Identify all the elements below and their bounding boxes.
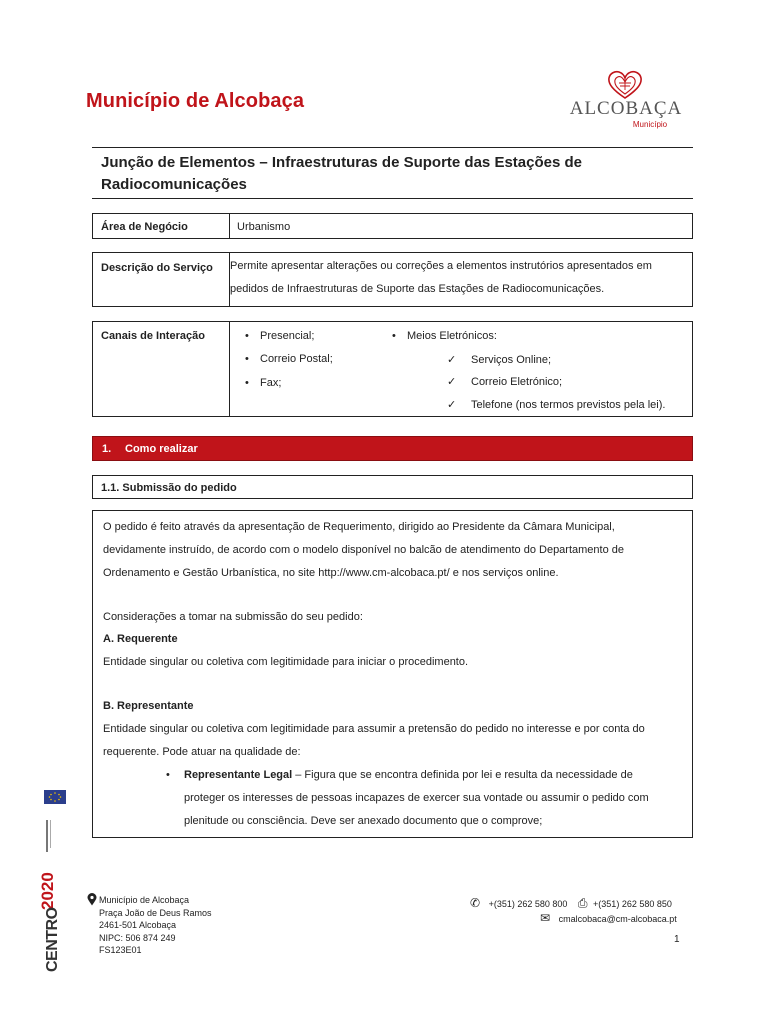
canal-correio-eletronico (447, 375, 562, 388)
subsection-submissao-row (92, 475, 693, 499)
representante-heading: B. Representante (103, 700, 194, 712)
canais-interacao-label: Canais de Interação (101, 330, 205, 342)
representante-legal-heading: Representante Legal (184, 769, 293, 781)
footer-phone: +(351) 262 580 800 (488, 899, 568, 909)
column-divider (229, 214, 230, 238)
canal-fax (245, 377, 281, 389)
centro-2020-logo: CENTRO (44, 907, 61, 972)
bullet-icon: • (166, 769, 170, 781)
checkmark-icon: ✓ (447, 376, 457, 388)
canal-servicos-online (447, 353, 551, 366)
representante-text-line1: Entidade singular ou coletiva com legitimidade para assumir a pretensão do pedido no interesse e por conta do (103, 723, 645, 735)
descricao-servico-label: Descrição do Serviço (101, 262, 213, 274)
canal-label: Correio Eletrónico; (471, 376, 563, 388)
canal-telefone (447, 398, 665, 411)
footer-email: cmalcobaca@cm-alcobaca.pt (558, 914, 677, 924)
portugal-2020-logo: 2020 (38, 872, 57, 910)
descricao-line1: Permite apresentar alterações ou correções a elementos instrutórios apresentados em (230, 260, 652, 272)
fax-icon: ⎙ (577, 896, 588, 910)
location-pin-icon (87, 893, 97, 906)
document-title-line2: Radiocomunicações (101, 176, 247, 193)
bullet-icon: • (245, 377, 249, 389)
representante-legal-text-line2: proteger os interesses de pessoas incapazes de exercer sua vontade ou assumir o pedido com (184, 792, 649, 804)
municipality-title: Município de Alcobaça (86, 90, 305, 112)
requerente-text: Entidade singular ou coletiva com legitimidade para iniciar o procedimento. (103, 656, 469, 668)
checkmark-icon: ✓ (447, 354, 457, 366)
footer-fax: +(351) 262 580 850 (593, 899, 672, 909)
bullet-icon: • (392, 330, 396, 342)
footer-nipc: NIPC: 506 874 249 (99, 932, 176, 943)
canal-label: Telefone (nos termos previstos pela lei). (471, 399, 666, 411)
body-paragraph-1-line1: O pedido é feito através da apresentação de Requerimento, dirigido ao Presidente da Câmara Municipal, (103, 521, 615, 533)
representante-legal-item (184, 764, 633, 787)
representante-legal-text-line1: – Figura que se encontra definida por lei e resulta da necessidade de (292, 769, 633, 781)
body-paragraph-2: Considerações a tomar na submissão do seu pedido: (103, 611, 363, 623)
canal-label: Correio Postal; (260, 353, 333, 365)
canal-label: Fax; (260, 377, 282, 389)
footer-email-row (540, 911, 677, 925)
area-negocio-label: Área de Negócio (101, 221, 188, 233)
logo-subtitle: Município (632, 120, 668, 129)
alcobaca-logo (566, 70, 686, 132)
descricao-line2: pedidos de Infraestruturas de Suporte das Estações de Radiocomunicações. (230, 283, 605, 295)
section-number: 1. (102, 443, 112, 455)
column-divider (229, 322, 230, 416)
footer-address (99, 894, 212, 957)
canal-presencial (245, 330, 314, 342)
email-icon: ✉ (540, 911, 551, 925)
requerente-heading: A. Requerente (103, 633, 178, 645)
document-title-line1: Junção de Elementos – Infraestruturas de Suporte das Estações de (101, 154, 582, 171)
section-heading-como-realizar (92, 436, 693, 461)
subsection-title: 1.1. Submissão do pedido (101, 482, 237, 494)
document-title (101, 152, 661, 196)
footer-address-name: Município de Alcobaça (99, 895, 190, 905)
representante-legal-text-line3: plenitude ou consciência. Deve ser anexado documento que o comprove; (184, 815, 543, 827)
bullet-icon: • (245, 353, 249, 365)
area-negocio-value: Urbanismo (237, 221, 291, 233)
phone-icon: ✆ (470, 896, 481, 910)
checkmark-icon: ✓ (447, 399, 457, 411)
footer-address-street: Praça João de Deus Ramos (99, 907, 212, 918)
page-number: 1 (674, 934, 680, 945)
body-paragraph-1-line3: Ordenamento e Gestão Urbanística, no site http://www.cm-alcobaca.pt/ e nos serviços online. (103, 567, 559, 579)
footer-contacts-row (470, 896, 672, 911)
bullet-icon: • (245, 330, 249, 342)
descricao-servico-row (92, 252, 693, 307)
funding-logos (30, 790, 70, 970)
eu-flag-icon (44, 790, 66, 804)
representante-text-line2: requerente. Pode atuar na qualidade de: (103, 746, 301, 758)
title-bottom-rule (92, 198, 693, 199)
logo-wordmark: ALCOBAÇA (569, 98, 683, 119)
descricao-servico-text (230, 255, 694, 301)
canais-interacao-row (92, 321, 693, 417)
canal-meios-eletronicos (392, 330, 497, 342)
submissao-body (92, 510, 693, 838)
canal-label: Serviços Online; (471, 354, 552, 366)
title-top-rule (92, 147, 693, 148)
canal-label: Presencial; (260, 330, 315, 342)
footer-address-city: 2461-501 Alcobaça (99, 920, 177, 930)
heart-logo-icon (607, 70, 643, 100)
body-paragraph-1-line2: devidamente instruído, de acordo com o modelo disponível no balcão de atendimento do Departamento de (103, 544, 625, 556)
section-title: Como realizar (125, 443, 198, 455)
canal-correio-postal (245, 353, 333, 365)
footer-form-code: FS123E01 (99, 945, 142, 955)
area-negocio-row (92, 213, 693, 239)
canal-label: Meios Eletrónicos: (407, 330, 497, 342)
